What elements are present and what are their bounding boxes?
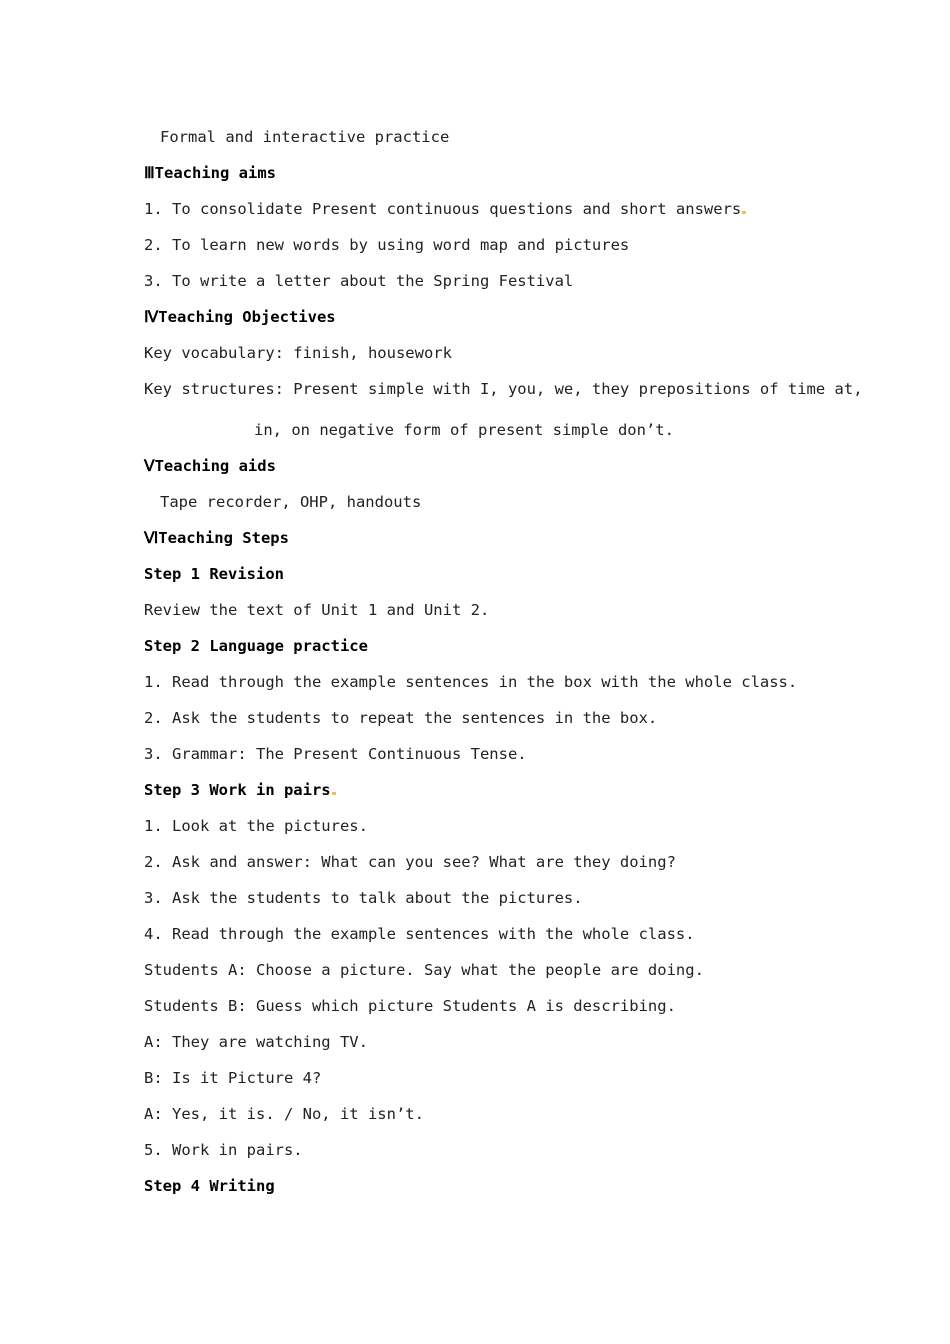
heading-teaching-aims: ⅢTeaching aims — [144, 164, 276, 182]
dialogue-line: B: Is it Picture 4? — [144, 1069, 322, 1087]
step-3-item: 5. Work in pairs. — [144, 1141, 303, 1159]
step-2-item: 1. Read through the example sentences in the box with the whole class. — [144, 673, 798, 691]
step-3-item: 2. Ask and answer: What can you see? What are they doing? — [144, 853, 676, 871]
step-3-heading — [144, 780, 336, 800]
aim-text: 1. To consolidate Present continuous questions and short answers — [144, 200, 742, 218]
edit-mark — [742, 211, 746, 214]
step-2-item: 3. Grammar: The Present Continuous Tense. — [144, 745, 527, 763]
step-3-item: 1. Look at the pictures. — [144, 817, 368, 835]
step-2-item: 2. Ask the students to repeat the sentences in the box. — [144, 709, 658, 727]
heading-teaching-steps: ⅥTeaching Steps — [144, 529, 289, 547]
step-3-item: 4. Read through the example sentences with the whole class. — [144, 925, 695, 943]
aim-item: 3. To write a letter about the Spring Festival — [144, 272, 574, 290]
step-4-heading: Step 4 Writing — [144, 1177, 275, 1195]
aim-item: 2. To learn new words by using word map and pictures — [144, 236, 630, 254]
dialogue-line: A: They are watching TV. — [144, 1033, 368, 1051]
heading-teaching-aids: ⅤTeaching aids — [144, 457, 276, 475]
aids-text: Tape recorder, OHP, handouts — [160, 493, 422, 511]
objective-structures-cont: in, on negative form of present simple don’t. — [254, 421, 674, 439]
step-1-heading: Step 1 Revision — [144, 565, 284, 583]
dialogue-instruction: Students A: Choose a picture. Say what the people are doing. — [144, 961, 704, 979]
edit-mark — [332, 792, 336, 795]
objective-structures: Key structures: Present simple with I, you, we, they prepositions of time at, — [144, 380, 863, 398]
dialogue-instruction: Students B: Guess which picture Students A is describing. — [144, 997, 676, 1015]
step-3-title: Step 3 Work in pairs — [144, 781, 331, 799]
dialogue-line: A: Yes, it is. / No, it isn’t. — [144, 1105, 424, 1123]
step-3-item: 3. Ask the students to talk about the pictures. — [144, 889, 583, 907]
objective-vocabulary: Key vocabulary: finish, housework — [144, 344, 452, 362]
intro-text: Formal and interactive practice — [160, 128, 450, 146]
heading-teaching-objectives: ⅣTeaching Objectives — [144, 308, 336, 326]
aim-item — [144, 199, 746, 219]
step-1-text: Review the text of Unit 1 and Unit 2. — [144, 601, 490, 619]
step-2-heading: Step 2 Language practice — [144, 637, 368, 655]
